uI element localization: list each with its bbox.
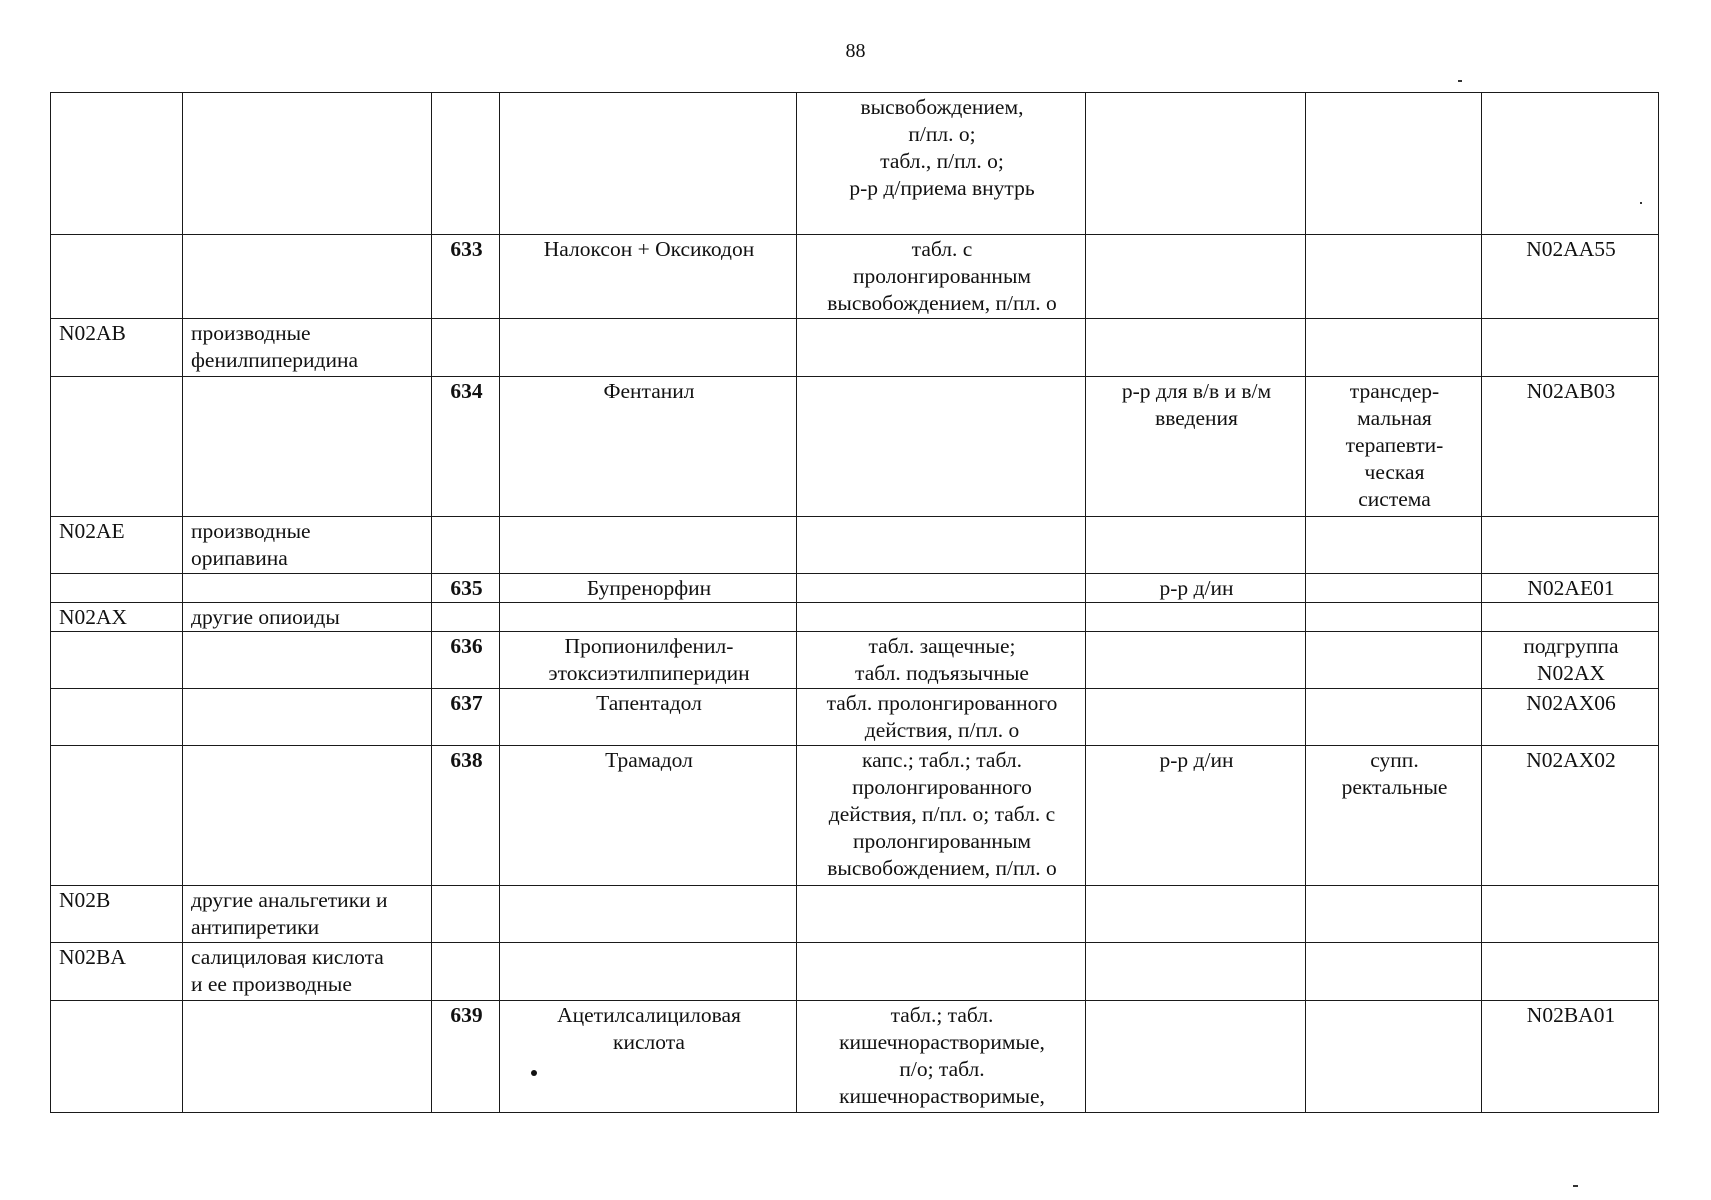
table-row bbox=[51, 886, 1659, 943]
table-row bbox=[51, 603, 1659, 632]
item-number-cell bbox=[432, 517, 500, 574]
group-name-cell: производные орипавина bbox=[183, 517, 432, 574]
dosage-forms-cell: табл.; табл. кишечнорастворимые, п/о; табл. кишечнорастворимые, bbox=[797, 1001, 1086, 1113]
group-name-cell bbox=[183, 377, 432, 517]
dosage-forms-cell: табл. пролонгированного действия, п/пл. о bbox=[797, 689, 1086, 746]
injection-forms-cell bbox=[1086, 603, 1306, 632]
drug-name-cell bbox=[500, 93, 797, 235]
table-row bbox=[51, 517, 1659, 574]
drug-list-table bbox=[50, 92, 1659, 1113]
atc-group-code-cell bbox=[51, 235, 183, 319]
injection-forms-cell bbox=[1086, 689, 1306, 746]
dosage-forms-cell: высвобождением, п/пл. о; табл., п/пл. о; р-р д/приема внутрь bbox=[797, 93, 1086, 235]
atc-code-cell: N02AB03 bbox=[1482, 377, 1659, 517]
injection-forms-cell bbox=[1086, 517, 1306, 574]
bullet-mark bbox=[531, 1070, 537, 1076]
atc-group-code-cell: N02AE bbox=[51, 517, 183, 574]
atc-group-code-cell: N02AB bbox=[51, 319, 183, 377]
injection-forms-cell bbox=[1086, 93, 1306, 235]
item-number-cell: 638 bbox=[432, 746, 500, 886]
item-number-cell: 639 bbox=[432, 1001, 500, 1113]
atc-group-code-cell: N02AX bbox=[51, 603, 183, 632]
item-number-cell bbox=[432, 319, 500, 377]
item-number-cell: 634 bbox=[432, 377, 500, 517]
other-forms-cell bbox=[1306, 93, 1482, 235]
atc-group-code-cell bbox=[51, 632, 183, 689]
other-forms-cell: супп. ректальные bbox=[1306, 746, 1482, 886]
atc-group-code-cell bbox=[51, 377, 183, 517]
dosage-forms-cell: табл. с пролонгированным высвобождением, п/пл. о bbox=[797, 235, 1086, 319]
dosage-forms-cell bbox=[797, 517, 1086, 574]
atc-group-code-cell: N02BA bbox=[51, 943, 183, 1001]
atc-group-code-cell bbox=[51, 574, 183, 603]
table-row bbox=[51, 235, 1659, 319]
drug-name-cell bbox=[500, 319, 797, 377]
atc-code-cell bbox=[1482, 943, 1659, 1001]
atc-group-code-cell bbox=[51, 93, 183, 235]
item-number-cell bbox=[432, 603, 500, 632]
drug-name-cell: Тапентадол bbox=[500, 689, 797, 746]
atc-group-code-cell bbox=[51, 689, 183, 746]
atc-code-cell: N02AX06 bbox=[1482, 689, 1659, 746]
drug-name-cell bbox=[500, 517, 797, 574]
group-name-cell bbox=[183, 1001, 432, 1113]
drug-name-cell: Пропионилфенил- этоксиэтилпиперидин bbox=[500, 632, 797, 689]
item-number-cell bbox=[432, 93, 500, 235]
drug-name-cell: Налоксон + Оксикодон bbox=[500, 235, 797, 319]
atc-group-code-cell: N02B bbox=[51, 886, 183, 943]
other-forms-cell bbox=[1306, 886, 1482, 943]
scan-speck bbox=[1640, 202, 1642, 204]
atc-group-code-cell bbox=[51, 1001, 183, 1113]
other-forms-cell bbox=[1306, 235, 1482, 319]
item-number-cell: 636 bbox=[432, 632, 500, 689]
atc-code-cell bbox=[1482, 886, 1659, 943]
atc-code-cell: подгруппа N02AX bbox=[1482, 632, 1659, 689]
table-row bbox=[51, 93, 1659, 235]
group-name-cell bbox=[183, 93, 432, 235]
injection-forms-cell: р-р для в/в и в/м введения bbox=[1086, 377, 1306, 517]
other-forms-cell: трансдер- мальная терапевти- ческая система bbox=[1306, 377, 1482, 517]
other-forms-cell bbox=[1306, 632, 1482, 689]
other-forms-cell bbox=[1306, 517, 1482, 574]
group-name-cell: другие анальгетики и антипиретики bbox=[183, 886, 432, 943]
group-name-cell bbox=[183, 235, 432, 319]
drug-name-cell: Фентанил bbox=[500, 377, 797, 517]
group-name-cell bbox=[183, 689, 432, 746]
group-name-cell: салициловая кислота и ее производные bbox=[183, 943, 432, 1001]
atc-code-cell bbox=[1482, 517, 1659, 574]
injection-forms-cell bbox=[1086, 1001, 1306, 1113]
group-name-cell bbox=[183, 632, 432, 689]
injection-forms-cell bbox=[1086, 632, 1306, 689]
dosage-forms-cell: табл. защечные; табл. подъязычные bbox=[797, 632, 1086, 689]
atc-code-cell: N02AE01 bbox=[1482, 574, 1659, 603]
table-row bbox=[51, 689, 1659, 746]
drug-name-cell: Трамадол bbox=[500, 746, 797, 886]
dosage-forms-cell bbox=[797, 319, 1086, 377]
injection-forms-cell: р-р д/ин bbox=[1086, 574, 1306, 603]
scan-speck bbox=[1573, 1185, 1578, 1187]
table-row bbox=[51, 319, 1659, 377]
other-forms-cell bbox=[1306, 319, 1482, 377]
atc-code-cell: N02BA01 bbox=[1482, 1001, 1659, 1113]
group-name-cell: другие опиоиды bbox=[183, 603, 432, 632]
other-forms-cell bbox=[1306, 603, 1482, 632]
dosage-forms-cell bbox=[797, 574, 1086, 603]
item-number-cell: 633 bbox=[432, 235, 500, 319]
item-number-cell: 635 bbox=[432, 574, 500, 603]
drug-name-cell bbox=[500, 603, 797, 632]
drug-name-cell bbox=[500, 943, 797, 1001]
table-body bbox=[51, 93, 1659, 1113]
injection-forms-cell bbox=[1086, 943, 1306, 1001]
item-number-cell bbox=[432, 943, 500, 1001]
atc-code-cell: N02AX02 bbox=[1482, 746, 1659, 886]
other-forms-cell bbox=[1306, 689, 1482, 746]
table-row bbox=[51, 943, 1659, 1001]
dosage-forms-cell: капс.; табл.; табл. пролонгированного действия, п/пл. о; табл. с пролонгированным высвобождением, п/пл. о bbox=[797, 746, 1086, 886]
table-row bbox=[51, 574, 1659, 603]
injection-forms-cell bbox=[1086, 235, 1306, 319]
group-name-cell: производные фенилпиперидина bbox=[183, 319, 432, 377]
other-forms-cell bbox=[1306, 574, 1482, 603]
dosage-forms-cell bbox=[797, 943, 1086, 1001]
atc-code-cell bbox=[1482, 319, 1659, 377]
group-name-cell bbox=[183, 574, 432, 603]
atc-group-code-cell bbox=[51, 746, 183, 886]
atc-code-cell: N02AA55 bbox=[1482, 235, 1659, 319]
drug-name-cell bbox=[500, 886, 797, 943]
group-name-cell bbox=[183, 746, 432, 886]
injection-forms-cell bbox=[1086, 319, 1306, 377]
table-row bbox=[51, 632, 1659, 689]
drug-name-cell: Бупренорфин bbox=[500, 574, 797, 603]
atc-code-cell bbox=[1482, 603, 1659, 632]
item-number-cell: 637 bbox=[432, 689, 500, 746]
dosage-forms-cell bbox=[797, 886, 1086, 943]
injection-forms-cell bbox=[1086, 886, 1306, 943]
dosage-forms-cell bbox=[797, 377, 1086, 517]
table-row bbox=[51, 377, 1659, 517]
atc-code-cell bbox=[1482, 93, 1659, 235]
item-number-cell bbox=[432, 886, 500, 943]
other-forms-cell bbox=[1306, 943, 1482, 1001]
drug-name-cell: Ацетилсалициловая кислота bbox=[500, 1001, 797, 1113]
page-number: 88 bbox=[845, 40, 866, 62]
other-forms-cell bbox=[1306, 1001, 1482, 1113]
injection-forms-cell: р-р д/ин bbox=[1086, 746, 1306, 886]
scan-speck bbox=[1458, 80, 1462, 82]
table-row bbox=[51, 1001, 1659, 1113]
dosage-forms-cell bbox=[797, 603, 1086, 632]
table-row bbox=[51, 746, 1659, 886]
